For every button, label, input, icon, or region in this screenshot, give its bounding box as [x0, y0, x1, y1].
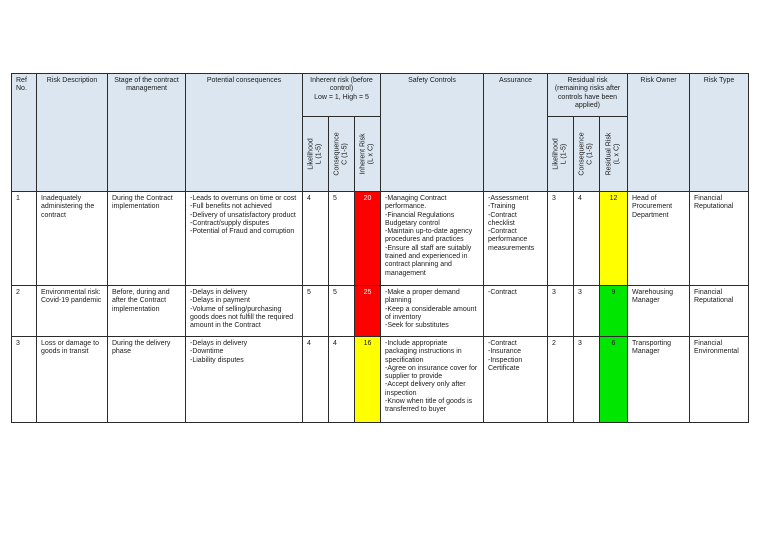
inherent-likelihood: 5 [303, 286, 329, 337]
label: Consequence [333, 132, 341, 176]
ref-no: 2 [12, 286, 37, 337]
safety-controls [381, 192, 484, 286]
residual-risk-score: 9 [600, 286, 628, 337]
residual-risk-score: 12 [600, 192, 628, 286]
label: Consequence [578, 132, 586, 176]
risk-owner: Transporting Manager [628, 337, 690, 423]
header-inherent-risk-group [303, 74, 381, 117]
safety-controls [381, 286, 484, 337]
residual-risk-score: 6 [600, 337, 628, 423]
text-line: -Keep a considerable amount of inventory [385, 305, 477, 321]
text-line: -Insurance [488, 348, 522, 356]
text-line: -Contract/supply disputes [190, 219, 269, 227]
stage: Before, during and after the Contract implementation [108, 286, 186, 337]
header-stage: Stage of the contract management [108, 74, 186, 192]
assurance [484, 337, 548, 423]
text-line: -Contract performance measurements [488, 228, 535, 252]
text-line: Environmental [694, 348, 739, 356]
risk-type [690, 286, 749, 337]
risk-description: Inadequately administering the contract [37, 192, 108, 286]
text-line: Financial [694, 340, 723, 347]
residual-consequence: 3 [574, 337, 600, 423]
risk-type [690, 192, 749, 286]
label: Likelihood [307, 138, 315, 170]
text-line: -Volume of selling/purchasing goods does not fulfill the required amount in the Contract [190, 305, 294, 330]
inherent-group-title: Inherent risk (before control) [310, 77, 373, 93]
stage: During the Contract implementation [108, 192, 186, 286]
text-line: -Inspection Certificate [488, 356, 523, 372]
text-line: -Ensure all staff are suitably trained and experienced in contract planning and management [385, 244, 472, 277]
label: L (1-5) [315, 143, 323, 165]
text-line: -Financial Regulations Budgetary control [385, 211, 455, 227]
risk-description: Loss or damage to goods in transit [37, 337, 108, 423]
header-residual-risk-group: Residual risk (remaining risks after controls have been applied) [548, 74, 628, 117]
text-line: -Seek for substitutes [385, 322, 449, 330]
table-row [12, 286, 749, 337]
residual-likelihood: 2 [548, 337, 574, 423]
header-risk-description: Risk Description [37, 74, 108, 192]
label: (L x C) [613, 143, 621, 165]
text-line: -Liability disputes [190, 356, 244, 364]
header-inherent-consequence [329, 117, 355, 192]
assurance [484, 192, 548, 286]
text-line: -Delivery of unsatisfactory product [190, 211, 296, 219]
header-residual-risk-score [600, 117, 628, 192]
text-line: -Make a proper demand planning [385, 289, 460, 305]
text-line: -Training [488, 203, 516, 211]
text-line: -Accept delivery only after inspection [385, 381, 466, 397]
table-row [12, 337, 749, 423]
header-risk-type: Risk Type [690, 74, 749, 192]
risk-type [690, 337, 749, 423]
residual-likelihood: 3 [548, 192, 574, 286]
text-line: -Leads to overruns on time or cost [190, 195, 297, 202]
text-line: Financial [694, 195, 723, 202]
text-line: -Assessment [488, 195, 529, 202]
risk-register-table [11, 73, 749, 423]
potential-consequences [186, 192, 303, 286]
residual-consequence: 3 [574, 286, 600, 337]
text-line: -Managing Contract performance. [385, 195, 447, 211]
safety-controls [381, 337, 484, 423]
text-line: -Full benefits not achieved [190, 203, 272, 211]
text-line: -Delays in delivery [190, 340, 248, 347]
text-line: Financial [694, 289, 723, 296]
header-ref-no: Ref No. [12, 74, 37, 192]
table-row [12, 192, 749, 286]
header-residual-likelihood [548, 117, 574, 192]
label: C (1-5) [341, 143, 349, 165]
text-line: -Delays in payment [190, 297, 250, 305]
text-line: -Contract [488, 340, 517, 347]
text-line: -Know when title of goods is transferred to buyer [385, 398, 473, 414]
header-inherent-likelihood [303, 117, 329, 192]
ref-no: 3 [12, 337, 37, 423]
text-line: -Maintain up-to-date agency procedures and practices [385, 228, 473, 244]
header-risk-owner: Risk Owner [628, 74, 690, 192]
inherent-consequence: 5 [329, 286, 355, 337]
label: Inherent Risk [359, 133, 367, 175]
text-line: -Potential of Fraud and corruption [190, 228, 295, 236]
inherent-risk-score: 16 [355, 337, 381, 423]
header-assurance: Assurance [484, 74, 548, 192]
text-line: Reputational [694, 203, 734, 211]
label: L (1-5) [560, 143, 568, 165]
table-header [12, 74, 749, 192]
inherent-group-scale: Low = 1, High = 5 [314, 93, 369, 101]
text-line: -Downtime [190, 348, 224, 356]
inherent-consequence: 5 [329, 192, 355, 286]
residual-consequence: 4 [574, 192, 600, 286]
potential-consequences [186, 286, 303, 337]
inherent-likelihood: 4 [303, 192, 329, 286]
potential-consequences [186, 337, 303, 423]
assurance [484, 286, 548, 337]
label: (L x C) [367, 143, 375, 165]
inherent-consequence: 4 [329, 337, 355, 423]
risk-owner: Warehousing Manager [628, 286, 690, 337]
ref-no: 1 [12, 192, 37, 286]
label: Residual Risk [605, 132, 613, 176]
risk-owner: Head of Procurement Department [628, 192, 690, 286]
label: Likelihood [552, 138, 560, 170]
text-line: -Include appropriate packaging instructions in specification [385, 340, 462, 364]
header-safety-controls: Safety Controls [381, 74, 484, 192]
residual-likelihood: 3 [548, 286, 574, 337]
text-line: -Contract checklist [488, 211, 517, 227]
header-inherent-risk-score [355, 117, 381, 192]
header-residual-consequence [574, 117, 600, 192]
header-potential-consequences: Potential consequences [186, 74, 303, 192]
inherent-likelihood: 4 [303, 337, 329, 423]
text-line: -Delays in delivery [190, 289, 248, 296]
inherent-risk-score: 20 [355, 192, 381, 286]
risk-description: Environmental risk: Covid-19 pandemic [37, 286, 108, 337]
text-line: -Agree on insurance cover for supplier to provide [385, 364, 478, 381]
table-body [12, 192, 749, 423]
inherent-risk-score: 25 [355, 286, 381, 337]
text-line: Reputational [694, 297, 734, 305]
text-line: -Contract [488, 289, 517, 296]
stage: During the delivery phase [108, 337, 186, 423]
label: C (1-5) [586, 143, 594, 165]
